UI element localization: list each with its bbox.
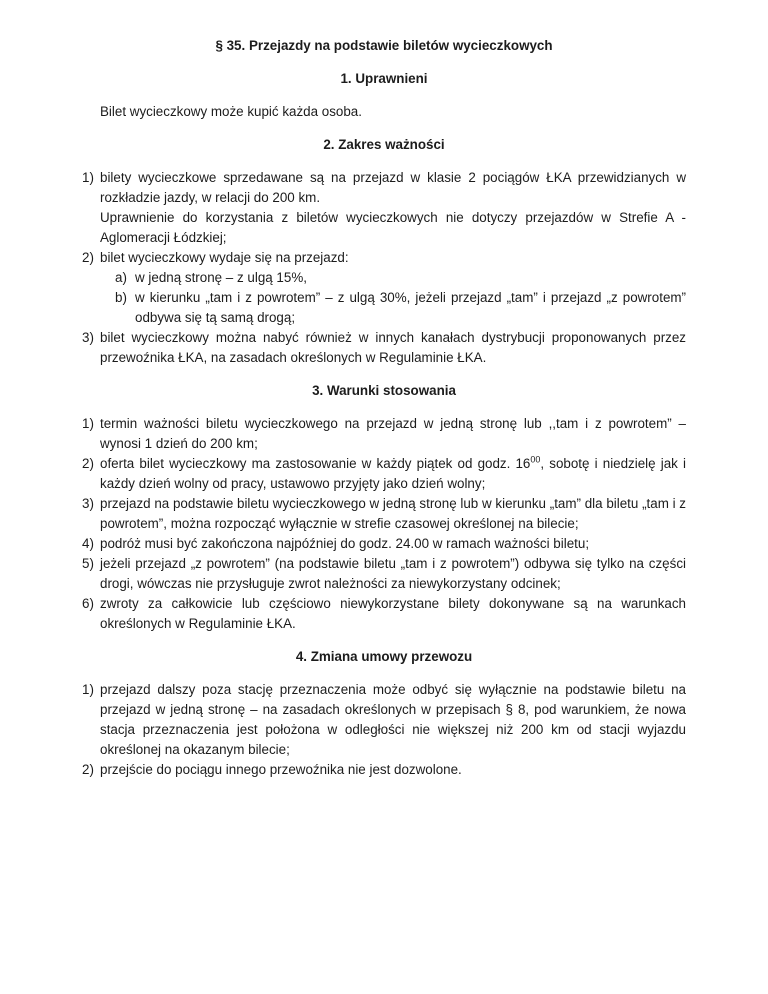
list-item	[82, 534, 686, 554]
list-item-marker: 1)	[82, 682, 94, 697]
list-item	[82, 760, 686, 780]
section-3-heading: 3. Warunki stosowania	[312, 383, 456, 398]
list-item	[82, 554, 686, 594]
list-item-body	[100, 594, 686, 634]
list-item	[82, 680, 686, 760]
list-item-marker: 1)	[82, 416, 94, 431]
section-4-zmiana-umowy-przewozu	[82, 647, 686, 780]
section-4-heading: 4. Zmiana umowy przewozu	[295, 649, 473, 664]
sub-list-item-marker: b)	[115, 290, 127, 305]
list-item-marker: 6)	[82, 596, 94, 611]
list-item	[82, 454, 686, 494]
section-2-list	[82, 168, 686, 368]
section-1-paragraph: Bilet wycieczkowy może kupić każda osoba.	[100, 104, 362, 119]
list-item	[82, 328, 686, 368]
paragraph: bilety wycieczkowe sprzedawane są na przejazd w klasie 2 pociągów ŁKA przewidzianych w rozkładzie jazdy, w relacji do 200 km.	[100, 170, 686, 205]
document-title: § 35. Przejazdy na podstawie biletów wycieczkowych	[215, 38, 553, 53]
sub-list-item-body	[135, 268, 686, 288]
list-item	[82, 414, 686, 454]
paragraph: termin ważności biletu wycieczkowego na przejazd w jedną stronę lub ,,tam i z powrotem” – wynosi 1 dzień do 200 km;	[100, 416, 686, 451]
list-item	[82, 494, 686, 534]
paragraph: oferta bilet wycieczkowy ma zastosowanie w każdy piątek od godz. $16^{00}$, sobotę i niedzielę jak i każdy dzień wolny od pracy, ustawowo przyjęty jako dzień wolny;	[100, 454, 686, 491]
list-item-body	[100, 168, 686, 248]
list-item-body	[100, 454, 686, 494]
section-2-heading: 2. Zakres ważności	[323, 137, 445, 152]
paragraph: bilet wycieczkowy można nabyć również w innych kanałach dystrybucji proponowanych przez przewoźnika ŁKA, na zasadach określonych w Regulaminie ŁKA.	[100, 330, 686, 365]
paragraph: przejazd dalszy poza stację przeznaczenia może odbyć się wyłącznie na podstawie biletu na przejazd w jedną stronę – na zasadach określonych w przepisach § 8, pod warunkiem, że nowa stacja przeznaczenia jest położona w odległości nie większej niż 200 km od stacji wyjazdu określonej na okazanym bilecie;	[100, 682, 686, 757]
paragraph: w kierunku „tam i z powrotem” – z ulgą 30%, jeżeli przejazd „tam” i przejazd „z powrotem” odbywa się tą samą drogą;	[135, 290, 686, 325]
paragraph: przejście do pociągu innego przewoźnika nie jest dozwolone.	[100, 762, 462, 777]
list-item-body	[100, 494, 686, 534]
paragraph: w jedną stronę – z ulgą 15%,	[135, 270, 307, 285]
sub-list-item-marker: a)	[115, 270, 127, 285]
list-item-body	[100, 414, 686, 454]
section-4-list	[82, 680, 686, 780]
paragraph: podróż musi być zakończona najpóźniej do godz. 24.00 w ramach ważności biletu;	[100, 536, 590, 551]
list-item	[82, 168, 686, 248]
list-item	[82, 594, 686, 634]
section-1-heading: 1. Uprawnieni	[340, 71, 428, 86]
list-item-marker: 2)	[82, 456, 94, 471]
paragraph: przejazd na podstawie biletu wycieczkowego w jedną stronę lub w kierunku „tam” dla biletu „tam i z powrotem”, można rozpocząć wyłącznie w strefie czasowej określonej na bilecie;	[100, 496, 686, 531]
paragraph: zwroty za całkowicie lub częściowo niewykorzystane bilety dokonywane są na warunkach określonych w Regulaminie ŁKA.	[100, 596, 686, 631]
list-item-body	[100, 534, 686, 554]
paragraph: Uprawnienie do korzystania z biletów wycieczkowych nie dotyczy przejazdów w Strefie A - Aglomeracji Łódzkiej;	[100, 210, 686, 245]
list-item-marker: 1)	[82, 170, 94, 185]
list-item-body	[100, 760, 686, 780]
list-item-marker: 3)	[82, 496, 94, 511]
section-2-zakres-waznosci	[82, 135, 686, 368]
paragraph: jeżeli przejazd „z powrotem” (na podstawie biletu „tam i z powrotem”) odbywa się tylko na części drogi, wówczas nie przysługuje zwrot należności za niewykorzystany odcinek;	[100, 556, 686, 591]
sub-list-item	[115, 268, 686, 288]
section-3-warunki-stosowania	[82, 381, 686, 634]
list-item-marker: 2)	[82, 762, 94, 777]
section-3-list	[82, 414, 686, 634]
list-item-body	[100, 248, 686, 328]
list-item-body	[100, 328, 686, 368]
list-item-marker: 2)	[82, 250, 94, 265]
list-item	[82, 248, 686, 328]
list-item-marker: 5)	[82, 556, 94, 571]
sub-list-item-body	[135, 288, 686, 328]
list-item-marker: 4)	[82, 536, 94, 551]
superscript: 00	[530, 454, 541, 465]
paragraph: bilet wycieczkowy wydaje się na przejazd:	[100, 250, 349, 265]
section-1-uprawnieni	[82, 69, 686, 122]
list-item-body	[100, 554, 686, 594]
list-item-body	[100, 680, 686, 760]
list-item-marker: 3)	[82, 330, 94, 345]
sub-list-item	[115, 288, 686, 328]
